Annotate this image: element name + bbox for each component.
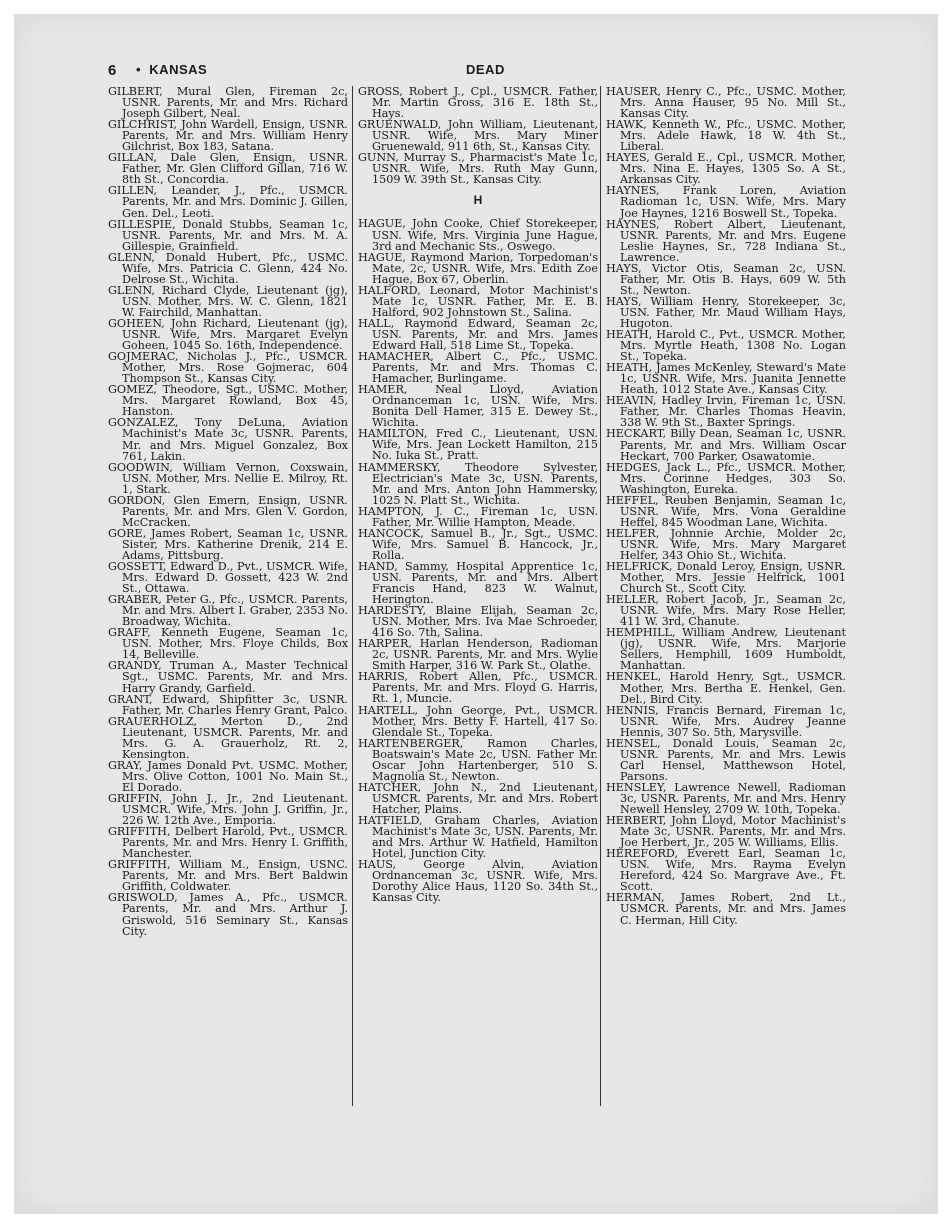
list-entry: GOHEEN, John Richard, Lieutenant (jg), USNR. Wife, Mrs. Margaret Evelyn Goheen, 1045 So. 16th, Independence.: [108, 316, 348, 353]
list-entry: GOJMERAC, Nicholas J., Pfc., USMCR. Mother, Mrs. Rose Gojmerac, 604 Thompson St., Kansas City.: [108, 350, 348, 386]
list-entry: GORE, James Robert, Seaman 1c, USNR. Sister, Mrs. Katherine Drenik, 214 E. Adams, Pittsburg.: [108, 526, 348, 562]
list-entry: HEFFEL, Reuben Benjamin, Seaman 1c, USNR. Wife, Mrs. Vona Geraldine Heffel, 845 Woodman Lane, Wichita.: [606, 493, 846, 529]
column-2: [358, 86, 598, 903]
list-entry: HENNIS, Francis Bernard, Fireman 1c, USNR. Wife, Mrs. Audrey Jeanne Hennis, 307 So. 5th, Marysville.: [606, 703, 846, 739]
list-entry: HAYNES, Frank Loren, Aviation Radioman 1c, USN. Wife, Mrs. Mary Joe Haynes, 1216 Boswell St., Topeka.: [606, 184, 846, 220]
list-entry: HAUSER, Henry C., Pfc., USMC. Mother, Mrs. Anna Hauser, 95 No. Mill St., Kansas City.: [606, 85, 846, 121]
list-entry: GUNN, Murray S., Pharmacist's Mate 1c, USNR. Wife, Mrs. Ruth May Gunn, 1509 W. 39th St., Kansas City.: [358, 151, 598, 187]
list-entry: HEDGES, Jack L., Pfc., USMCR. Mother, Mrs. Corinne Hedges, 303 So. Washington, Eureka.: [606, 460, 846, 496]
list-entry: GRUENWALD, John William, Lieutenant, USNR. Wife, Mrs. Mary Miner Gruenewald, 911 6th, St., Kansas City.: [358, 118, 598, 154]
list-entry: HAGUE, John Cooke, Chief Storekeeper, USN. Wife, Mrs. Virginia June Hague, 3rd and Mechanic Sts., Oswego.: [358, 217, 598, 253]
list-entry: GORDON, Glen Emern, Ensign, USNR. Parents, Mr. and Mrs. Glen V. Gordon, McCracken.: [108, 493, 348, 529]
list-entry: HERMAN, James Robert, 2nd Lt., USMCR. Parents, Mr. and Mrs. James C. Herman, Hill City.: [606, 891, 846, 927]
list-entry: HELFRICK, Donald Leroy, Ensign, USNR. Mother, Mrs. Jessie Helfrick, 1001 Church St., Scott City.: [606, 560, 846, 596]
list-entry: GRANT, Edward, Shipfitter 3c, USNR. Father, Mr. Charles Henry Grant, Palco.: [108, 692, 348, 717]
list-entry: HENSLEY, Lawrence Newell, Radioman 3c, USNR. Parents, Mr. and Mrs. Henry Newell Hensley, 2709 W. 10th, Topeka.: [606, 780, 846, 817]
list-entry: GILLESPIE, Donald Stubbs, Seaman 1c, USNR. Parents, Mr. and Mrs. M. A. Gillespie, Grainfield.: [108, 217, 348, 253]
list-entry: GRIFFITH, William M., Ensign, USNC. Parents, Mr. and Mrs. Bert Baldwin Griffith, Coldwater.: [108, 858, 348, 894]
section-title: [136, 62, 207, 77]
header-bullet: •: [136, 62, 142, 77]
list-entry: GOSSETT, Edward D., Pvt., USMCR. Wife, Mrs. Edward D. Gossett, 423 W. 2nd St., Ottawa.: [108, 560, 348, 596]
list-entry: HAWK, Kenneth W., Pfc., USMC. Mother, Mrs. Adele Hawk, 18 W. 4th St., Liberal.: [606, 118, 846, 154]
list-entry: HARPER, Harlan Henderson, Radioman 2c, USNR. Parents, Mr. and Mrs. Wylie Smith Harper, 316 W. Park St., Olathe.: [358, 637, 598, 673]
list-entry: GLENN, Richard Clyde, Lieutenant (jg), USN. Mother, Mrs. W. C. Glenn, 1821 W. Fairchild, Manhattan.: [108, 283, 348, 319]
list-entry: HAGUE, Raymond Marion, Torpedoman's Mate, 2c, USNR. Wife, Mrs. Edith Zoe Hague, Box 67, Oberlin.: [358, 250, 598, 286]
list-entry: HEAVIN, Hadley Irvin, Fireman 1c, USN. Father, Mr. Charles Thomas Heavin, 338 W. 9th St., Baxter Springs.: [606, 394, 846, 430]
list-entry: HAMPTON, J. C., Fireman 1c, USN. Father, Mr. Willie Hampton, Meade.: [358, 504, 598, 529]
list-entry: HALFORD, Leonard, Motor Machinist's Mate 1c, USNR. Father, Mr. E. B. Halford, 902 Johnstown St., Salina.: [358, 283, 598, 319]
column-1: [108, 86, 348, 937]
list-entry: HAMER, Neal Lloyd, Aviation Ordnanceman 1c, USN. Wife, Mrs. Bonita Dell Hamer, 315 E. Dewey St., Wichita.: [358, 383, 598, 430]
column-3: [606, 86, 846, 926]
list-entry: HATCHER, John N., 2nd Lieutenant, USMCR. Parents, Mr. and Mrs. Robert Hatcher, Plains.: [358, 780, 598, 816]
list-entry: HARTENBERGER, Ramon Charles, Boatswain's Mate 2c, USN. Father Mr. Oscar John Hartenberger, 510 S. Magnolia St., Newton.: [358, 736, 598, 783]
list-entry: HENSEL, Donald Louis, Seaman 2c, USNR. Parents, Mr. and Mrs. Lewis Carl Hensel, Matthewson Hotel, Parsons.: [606, 736, 846, 783]
list-entry: GRAY, James Donald Pvt. USMC. Mother, Mrs. Olive Cotton, 1001 No. Main St., El Dorado.: [108, 758, 348, 794]
page-header: [108, 62, 868, 82]
list-entry: HENKEL, Harold Henry, Sgt., USMCR. Mother, Mrs. Bertha E. Henkel, Gen. Del., Bird City.: [606, 670, 846, 706]
column-divider: [352, 86, 353, 1106]
list-entry: GONZALEZ, Tony DeLuna, Aviation Machinist's Mate 3c, USNR. Parents, Mr. and Mrs. Miguel Gonzalez, Box 761, Lakin.: [108, 416, 348, 463]
list-entry: GROSS, Robert J., Cpl., USMCR. Father, Mr. Martin Gross, 316 E. 18th St., Hays.: [358, 85, 598, 121]
list-entry: GRAUERHOLZ, Merton D., 2nd Lieutenant, USMCR. Parents, Mr. and Mrs. G. A. Grauerholz, Rt. 2, Kensington.: [108, 714, 348, 761]
list-entry: HAYNES, Robert Albert, Lieutenant, USNR. Parents, Mr. and Mrs. Eugene Leslie Haynes, Sr., 728 Indiana St., Lawrence.: [606, 217, 846, 264]
list-entry: GRABER, Peter G., Pfc., USMCR. Parents, Mr. and Mrs. Albert I. Graber, 2353 No. Broadway, Wichita.: [108, 593, 348, 629]
list-entry: HANCOCK, Samuel B., Jr., Sgt., USMC. Wife, Mrs. Samuel B. Hancock, Jr., Rolla.: [358, 526, 598, 562]
list-entry: GRIFFIN, John J., Jr., 2nd Lieutenant. USMCR. Wife, Mrs. John J. Griffin, Jr., 226 W. 12th Ave., Emporia.: [108, 792, 348, 828]
list-entry: HAND, Sammy, Hospital Apprentice 1c, USN. Parents, Mr. and Mrs. Albert Francis Hand, 823 W. Walnut, Herington.: [358, 559, 598, 607]
list-entry: GLENN, Donald Hubert, Pfc., USMC. Wife, Mrs. Patricia C. Glenn, 424 No. Delrose St., Wichita.: [108, 250, 348, 286]
list-entry: GILLAN, Dale Glen, Ensign, USNR. Father, Mr. Glen Clifford Gillan, 716 W. 8th St., Concordia.: [108, 151, 348, 187]
list-entry: HAMACHER, Albert C., Pfc., USMC. Parents, Mr. and Mrs. Thomas C. Hamacher, Burlingame.: [358, 350, 598, 386]
list-entry: HELLER, Robert Jacob, Jr., Seaman 2c, USNR. Wife, Mrs. Mary Rose Heller, 411 W. 3rd, Chanute.: [606, 593, 846, 629]
list-entry: HAUS, George Alvin, Aviation Ordnanceman 3c, USNR. Wife, Mrs. Dorothy Alice Haus, 1120 So. 34th St., Kansas City.: [358, 858, 598, 905]
list-entry: HALL, Raymond Edward, Seaman 2c, USN. Parents, Mr. and Mrs. James Edward Hall, 518 Lime St., Topeka.: [358, 316, 598, 352]
list-entry: HEATH, James McKenley, Steward's Mate 1c, USNR. Wife, Mrs. Juanita Jennette Heath, 1012 State Ave., Kansas City.: [606, 361, 846, 397]
state-name: KANSAS: [149, 62, 208, 77]
list-entry: HARDESTY, Blaine Elijah, Seaman 2c, USN. Mother, Mrs. Iva Mae Schroeder, 416 So. 7th, Salina.: [358, 604, 598, 640]
list-entry: GOMEZ, Theodore, Sgt., USMC. Mother, Mrs. Margaret Rowland, Box 45, Hanston.: [108, 383, 348, 419]
list-entry: GRIFFITH, Delbert Harold, Pvt., USMCR. Parents, Mr. and Mrs. Henry I. Griffith, Manchester.: [108, 825, 348, 861]
list-entry: HAYS, William Henry, Storekeeper, 3c, USN. Father, Mr. Maud William Hays, Hugoton.: [606, 294, 846, 330]
list-entry: HAMMERSKY, Theodore Sylvester, Electrician's Mate 3c, USN. Parents, Mr. and Mrs. Anton John Hammersky, 1025 N. Platt St., Wichita.: [358, 460, 598, 507]
list-entry: HATFIELD, Graham Charles, Aviation Machinist's Mate 3c, USN. Parents, Mr. and Mrs. Arthur W. Hatfield, Hamilton Hotel, Junction City.: [358, 814, 598, 861]
list-entry: GRAFF, Kenneth Eugene, Seaman 1c, USN. Mother, Mrs. Floye Childs, Box 14, Belleville.: [108, 626, 348, 662]
list-title: DEAD: [466, 62, 505, 77]
list-entry: HEMPHILL, William Andrew, Lieutenant (jg), USNR. Wife, Mrs. Marjorie Sellers, Hemphill, 1609 Humboldt, Manhattan.: [606, 626, 846, 673]
list-entry: HELFER, Johnnie Archie, Molder 2c, USNR. Wife, Mrs. Mary Margaret Helfer, 343 Ohio St., Wichita.: [606, 526, 846, 562]
list-entry: HEREFORD, Everett Earl, Seaman 1c, USN. Wife, Mrs. Rayma Evelyn Hereford, 424 So. Margrave Ave., Ft. Scott.: [606, 847, 846, 894]
list-entry: HARRIS, Robert Allen, Pfc., USMCR. Parents, Mr. and Mrs. Floyd G. Harris, Rt. 1, Muncie.: [358, 670, 598, 706]
list-entry: HAYS, Victor Otis, Seaman 2c, USN. Father, Mr. Otis B. Hays, 609 W. 5th St., Newton.: [606, 261, 846, 297]
section-letter: H: [473, 193, 483, 208]
list-entry: HAYES, Gerald E., Cpl., USMCR. Mother, Mrs. Nina E. Hayes, 1305 So. A St., Arkansas City.: [606, 151, 846, 187]
list-entry: HERBERT, John Lloyd, Motor Machinist's Mate 3c, USNR. Parents, Mr. and Mrs. Joe Herbert, Jr., 205 W. Williams, Ellis.: [606, 814, 846, 850]
list-entry: GILBERT, Mural Glen, Fireman 2c, USNR. Parents, Mr. and Mrs. Richard Joseph Gilbert, Neal.: [108, 85, 348, 121]
list-entry: GRANDY, Truman A., Master Technical Sgt., USMC. Parents, Mr. and Mrs. Harry Grandy, Garfield.: [108, 659, 348, 695]
list-entry: HEATH, Harold C., Pvt., USMCR. Mother, Mrs. Myrtle Heath, 1308 No. Logan St., Topeka.: [606, 328, 846, 364]
list-entry: HAMILTON, Fred C., Lieutenant, USN. Wife, Mrs. Jean Lockett Hamilton, 215 No. Iuka St., Pratt.: [358, 427, 598, 463]
column-divider: [600, 86, 601, 1106]
list-entry: GILCHRIST, John Wardell, Ensign, USNR. Parents, Mr. and Mrs. William Henry Gilchrist, Box 183, Satana.: [108, 118, 348, 154]
list-entry: HARTELL, John George, Pvt., USMCR. Mother, Mrs. Betty F. Hartell, 417 So. Glendale St., Topeka.: [358, 703, 598, 739]
list-entry: GRISWOLD, James A., Pfc., USMCR. Parents, Mr. and Mrs. Arthur J. Griswold, 516 Seminary St., Kansas City.: [108, 891, 348, 938]
list-entry: HECKART, Billy Dean, Seaman 1c, USNR. Parents, Mr. and Mrs. William Oscar Heckart, 700 Parker, Osawatomie.: [606, 427, 846, 463]
list-entry: GILLEN, Leander, J., Pfc., USMCR. Parents, Mr. and Mrs. Dominic J. Gillen, Gen. Del., Leoti.: [108, 184, 348, 220]
list-entry: GOODWIN, William Vernon, Coxswain, USN. Mother, Mrs. Nellie E. Milroy, Rt. 1, Stark.: [108, 460, 348, 496]
page-number: 6: [108, 62, 117, 79]
